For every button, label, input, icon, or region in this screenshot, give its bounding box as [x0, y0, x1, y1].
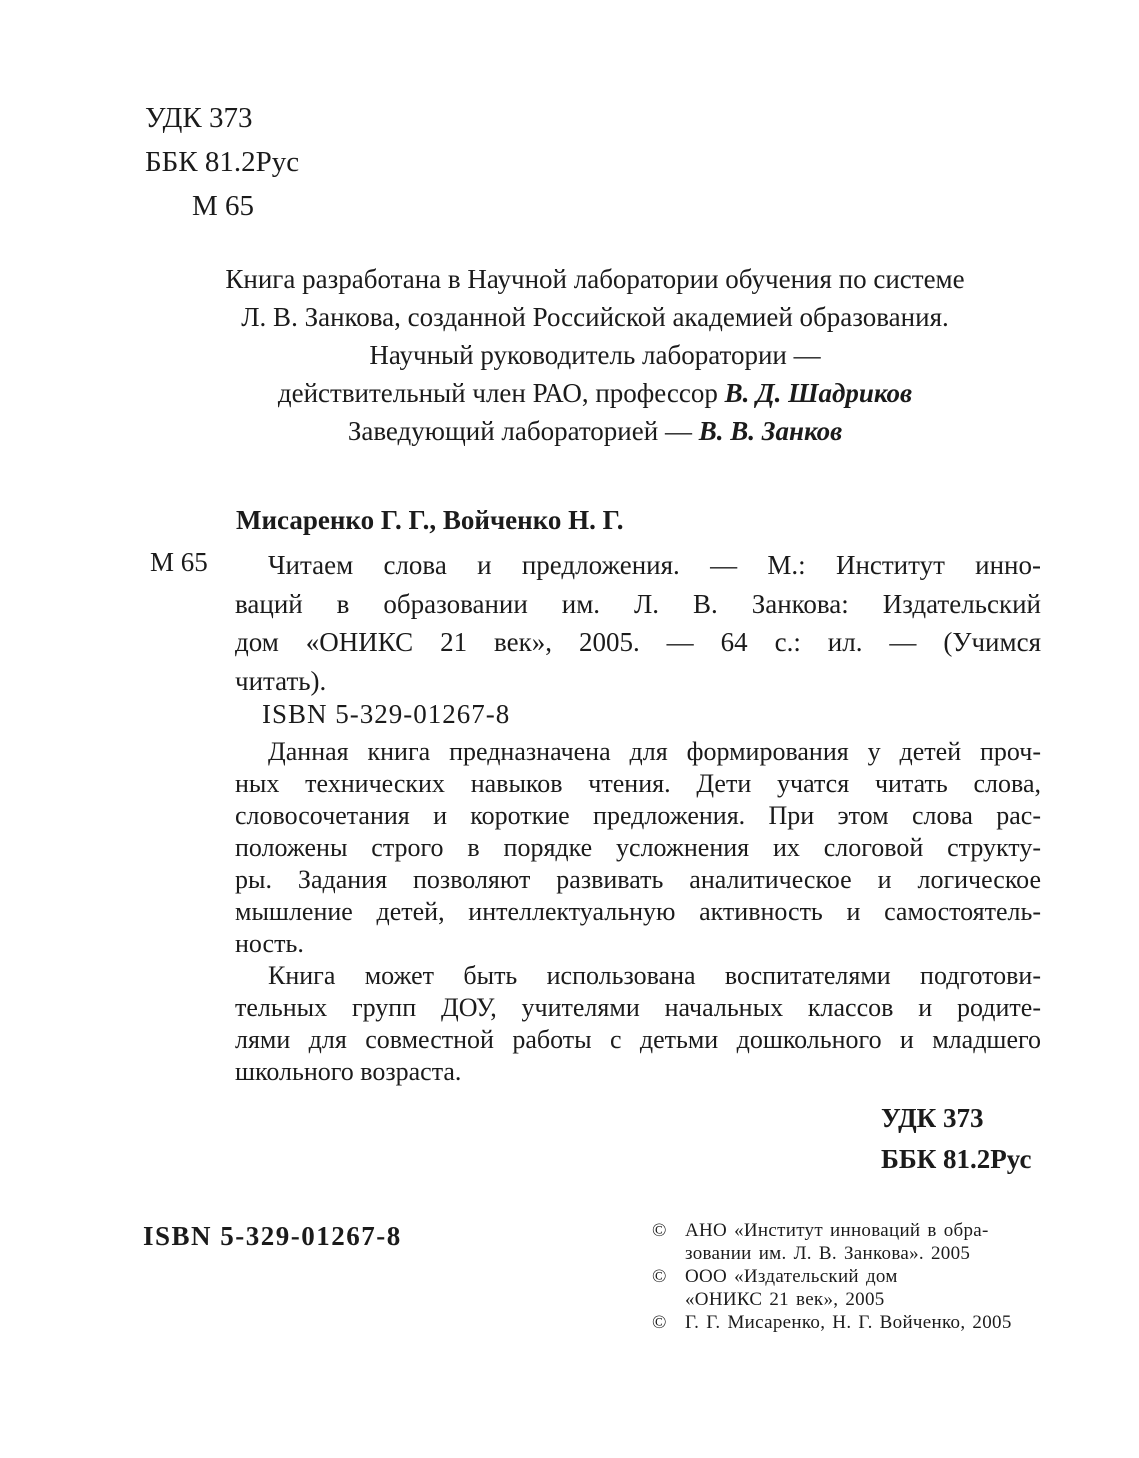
lab-note-line-5-text: Заведующий лабораторией —	[347, 416, 699, 446]
copyright-entry-publisher	[652, 1265, 1050, 1311]
authors-heading: Мисаренко Г. Г., Войченко Н. Г.	[236, 505, 624, 535]
head-codes-block	[145, 96, 299, 228]
lab-note-line-1: Книга разработана в Научной лаборатории обучения по системе	[225, 264, 965, 294]
text-line: ООО «Издательский дом	[685, 1266, 898, 1287]
text-line: Г. Г. Мисаренко, Н. Г. Войченко, 2005	[685, 1312, 1012, 1333]
copyright-text	[685, 1265, 1050, 1311]
isbn-number: ISBN 5-329-01267-8	[262, 699, 511, 729]
text-line: Данная книга предназначена для формирования у детей проч-	[268, 737, 1041, 766]
isbn-number-footer: ISBN 5-329-01267-8	[143, 1221, 402, 1251]
text-line: положены строго в порядке усложнения их слоговой структу-	[235, 833, 1041, 862]
copyright-symbol: ©	[652, 1220, 667, 1241]
copyright-block	[652, 1219, 1050, 1334]
text-line: АНО «Институт инноваций в обра-	[685, 1220, 989, 1241]
text-line: читать).	[235, 665, 327, 696]
classmark: М 65	[192, 190, 255, 222]
text-line: дом «ОНИКС 21 век», 2005. — 64 с.: ил. — (Учимся	[235, 627, 1041, 657]
card-classmark: М 65	[150, 547, 208, 577]
catalog-description	[235, 546, 1041, 700]
copyright-text	[685, 1311, 1050, 1334]
text-line: тельных групп ДОУ, учителями начальных классов и родите-	[235, 993, 1041, 1022]
laboratory-note	[125, 260, 1065, 450]
text-line: школьного возраста.	[235, 1057, 462, 1086]
text-line: ных технических навыков чтения. Дети учатся читать слова,	[235, 769, 1041, 798]
laboratory-head-name: В. В. Занков	[698, 416, 843, 446]
text-line: ваций в образовании им. Л. В. Занкова: Издательский	[235, 588, 1041, 619]
copyright-text	[685, 1219, 1050, 1265]
copyright-entry-institute	[652, 1219, 1050, 1265]
text-line: ность.	[235, 929, 304, 958]
text-line: словосочетания и короткие предложения. При этом слова рас-	[235, 801, 1041, 830]
annotation-paragraph-1	[235, 736, 1041, 960]
text-line: Читаем слова и предложения. — М.: Институт инно-	[268, 550, 1041, 580]
udk-code: УДК 373	[145, 102, 253, 134]
text-line: зовании им. Л. В. Занкова». 2005	[685, 1243, 971, 1264]
text-line: ры. Задания позволяют развивать аналитическое и логическое	[235, 865, 1041, 894]
scientific-director-name: В. Д. Шадриков	[724, 378, 913, 408]
copyright-entry-authors	[652, 1311, 1050, 1334]
lab-note-line-5	[125, 412, 1065, 450]
bbk-code-bottom: ББК 81.2Рус	[881, 1144, 1032, 1174]
udk-code-bottom: УДК 373	[881, 1103, 984, 1133]
text-line: Книга может быть использована воспитателями подготови-	[268, 961, 1041, 990]
bbk-code: ББК 81.2Рус	[145, 146, 300, 178]
lab-note-line-4-text: действительный член РАО, профессор	[277, 378, 725, 408]
text-line: «ОНИКС 21 век», 2005	[685, 1289, 885, 1310]
copyright-symbol: ©	[652, 1312, 667, 1333]
annotation-paragraph-2	[235, 960, 1041, 1088]
lab-note-line-2: Л. В. Занкова, созданной Российской академией образования.	[241, 302, 949, 332]
lab-note-line-4	[125, 374, 1065, 412]
foot-codes-block	[881, 1098, 1031, 1180]
annotation-block	[235, 736, 1041, 1088]
text-line: мышление детей, интеллектуальную активность и самостоятель-	[235, 897, 1041, 926]
copyright-symbol: ©	[652, 1266, 667, 1287]
lab-note-line-3: Научный руководитель лаборатории —	[369, 340, 821, 370]
text-line: лями для совместной работы с детьми дошкольного и младшего	[235, 1025, 1041, 1054]
